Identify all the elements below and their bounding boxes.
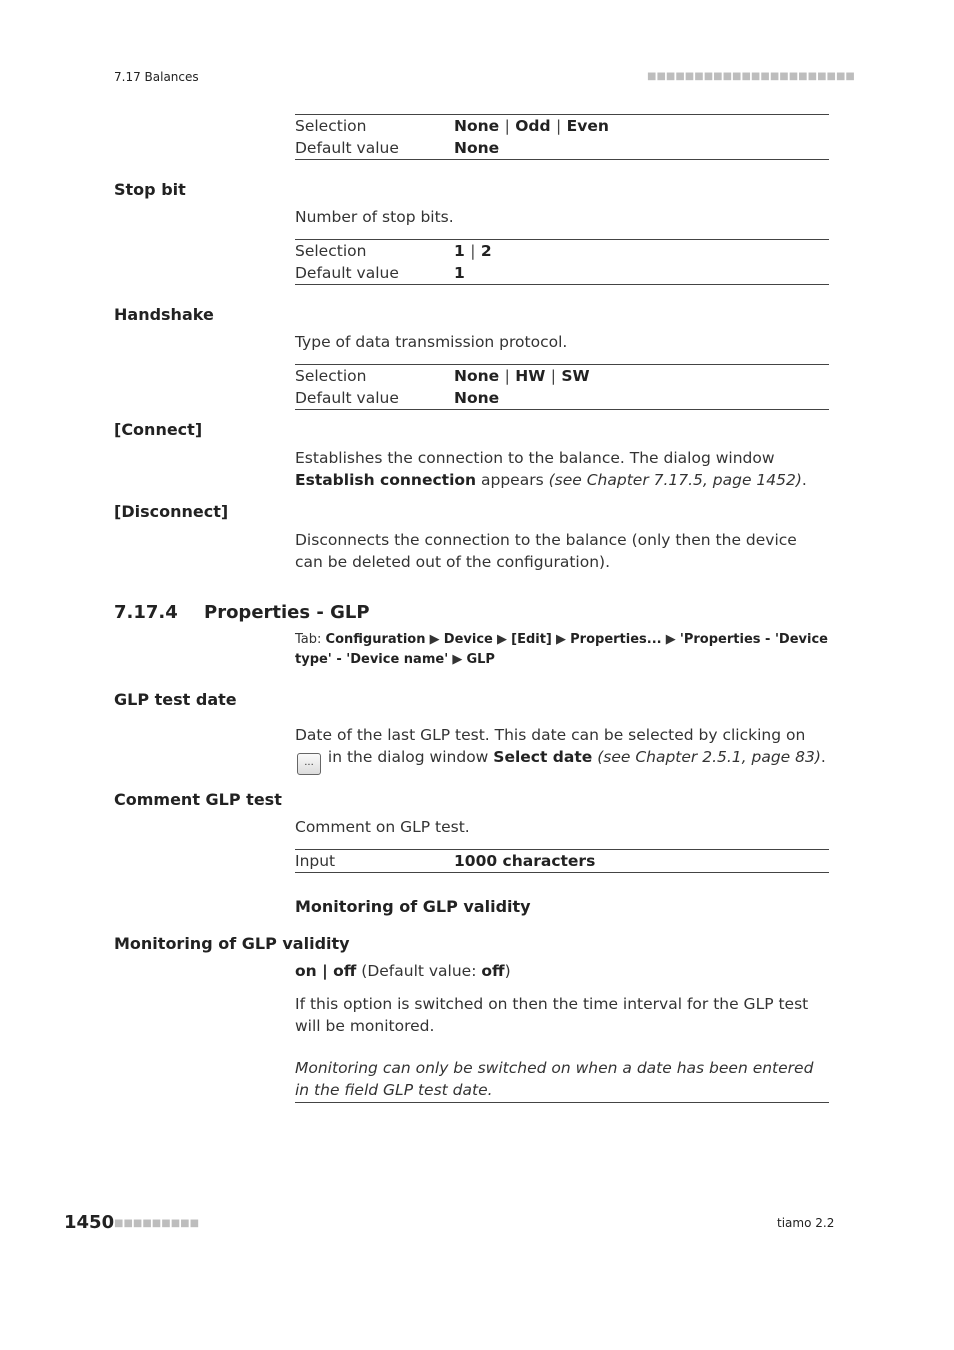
glp-test-date-description: Date of the last GLP test. This date can be selected by clicking on ... in the dialog window Select date (see Chapter 2.5.1, page 83). [295,724,829,775]
table-row [295,240,829,262]
table-row [295,137,829,159]
handshake-table [295,364,829,410]
stop-bit-description: Number of stop bits. [295,208,454,226]
subheading-monitoring: Monitoring of GLP validity [295,897,531,916]
running-header-section: 7.17 Balances [114,70,199,84]
term-comment-glp-test: Comment GLP test [114,790,282,809]
row-value: None | HW | SW [454,367,590,385]
term-handshake: Handshake [114,305,214,324]
row-value: 1 | 2 [454,242,492,260]
comment-glp-table [295,849,829,873]
page-number: 1450 [64,1212,115,1233]
section-heading [114,602,370,623]
row-key: Input [295,852,336,870]
row-value: 1000 characters [454,852,596,870]
connect-description: Establishes the connection to the balance. The dialog window Establish connection appears (see Chapter 7.17.5, page 1452). [295,449,807,489]
row-key: Default value [295,389,399,407]
row-key: Default value [295,139,399,157]
section-number: 7.17.4 [114,602,178,623]
parity-table [295,114,829,160]
handshake-description: Type of data transmission protocol. [295,333,568,351]
table-row [295,850,829,872]
term-stop-bit: Stop bit [114,180,186,199]
row-key: Default value [295,264,399,282]
footer-dots: ■■■■■■■■■ [114,1218,200,1229]
row-value: 1 [454,264,465,282]
table-row [295,387,829,409]
monitoring-description: If this option is switched on then the time interval for the GLP test will be monitored. [295,995,809,1035]
monitoring-note: Monitoring can only be switched on when a date has been entered in the field GLP test date. [295,1059,814,1099]
disconnect-description: Disconnects the connection to the balance (only then the device can be deleted out of the configuration). [295,531,797,571]
monitoring-options: on | off (Default value: off) [295,962,511,980]
table-row [295,115,829,137]
section-title: Properties - GLP [204,602,370,623]
ellipsis-button-icon: ... [297,753,321,775]
row-value: None [454,139,500,157]
row-key: Selection [295,117,367,135]
term-disconnect: [Disconnect] [114,502,229,521]
product-name: tiamo 2.2 [777,1216,835,1230]
table-row [295,365,829,387]
stop-bit-table [295,239,829,285]
row-key: Selection [295,242,367,260]
term-monitoring-glp-validity: Monitoring of GLP validity [114,934,350,953]
term-glp-test-date: GLP test date [114,690,237,709]
term-connect: [Connect] [114,420,203,439]
note-rule [295,1102,829,1103]
row-value: None | Odd | Even [454,117,609,135]
table-row [295,262,829,284]
row-key: Selection [295,367,367,385]
running-header-dots: ■■■■■■■■■■■■■■■■■■■■■■ [647,71,855,82]
tab-path: Tab: Configuration ▶ Device ▶ [Edit] ▶ Properties... ▶ 'Properties - 'Device type' - 'Device name' ▶ GLP [295,632,828,667]
row-value: None [454,389,500,407]
comment-glp-description: Comment on GLP test. [295,818,470,836]
